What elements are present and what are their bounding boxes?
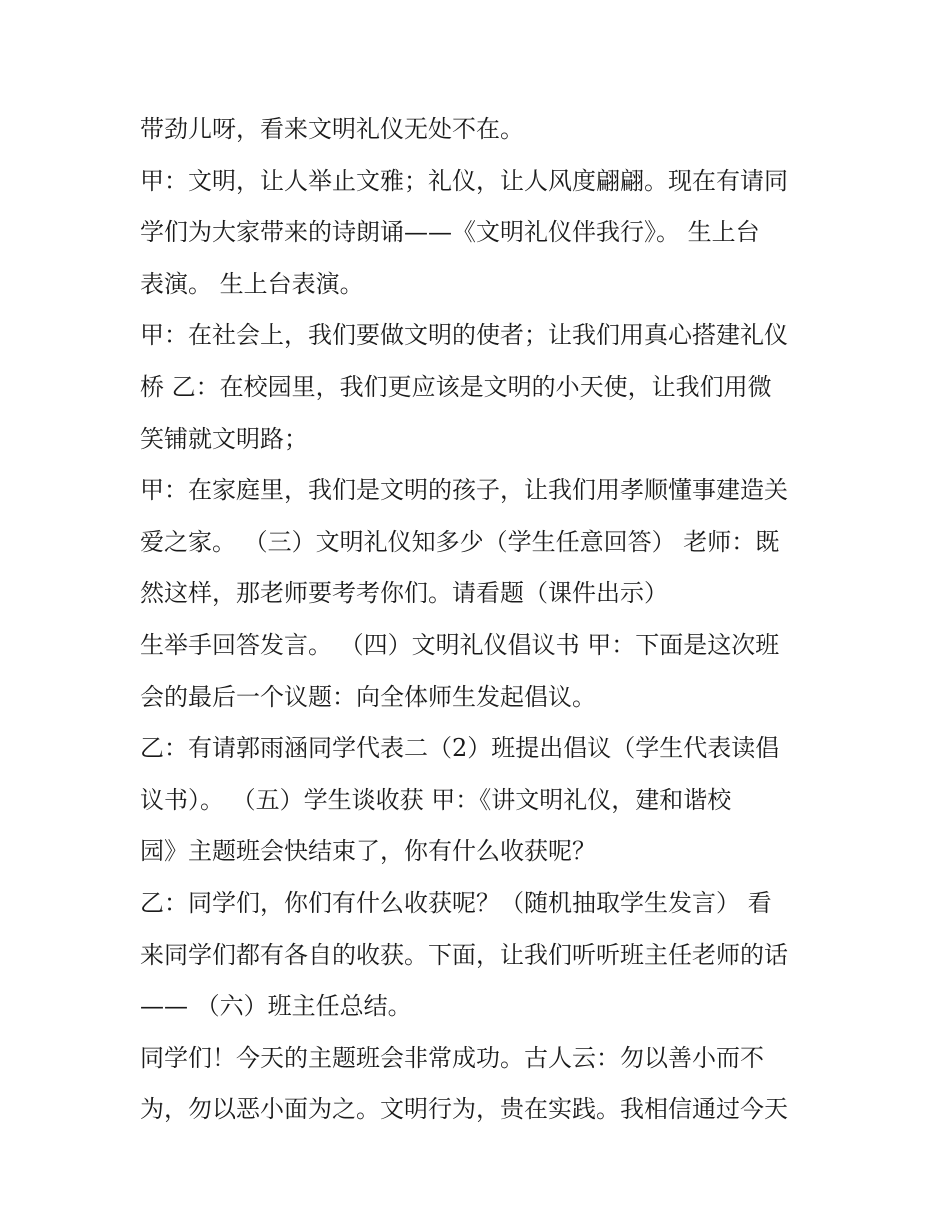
text-line: 学们为大家带来的诗朗诵——《文明礼仪伴我行》。 生上台 [140,218,760,247]
text-line: 桥 乙：在校园里，我们更应该是文明的小天使，让我们用微 [140,372,772,401]
text-line: 议书）。 （五）学生谈收获 甲：《讲文明礼仪，建和谐校 [140,785,732,814]
body-text [140,104,830,1136]
text-line: 会的最后一个议题：向全体师生发起倡议。 [140,682,596,711]
text-line: 爱之家。 （三）文明礼仪知多少（学生任意回答） 老师：既 [140,527,780,556]
text-line: 甲：在社会上，我们要做文明的使者；让我们用真心搭建礼仪 [140,321,788,350]
text-line: 带劲儿呀，看来文明礼仪无处不在。 [140,115,524,143]
text-line: 甲：在家庭里，我们是文明的孩子，让我们用孝顺懂事建造关 [140,476,788,505]
text-line: 甲：文明，让人举止文雅；礼仪，让人风度翩翩。现在有请同 [140,166,788,195]
text-line: 生举手回答发言。 （四）文明礼仪倡议书 甲：下面是这次班 [140,630,780,659]
text-line: 同学们！今天的主题班会非常成功。古人云：勿以善小而不 [140,1043,764,1072]
text-line: 表演。 生上台表演。 [140,269,364,298]
text-line: 乙：同学们，你们有什么收获呢？（随机抽取学生发言） 看 [140,888,772,917]
text-line: 乙：有请郭雨涵同学代表二（2）班提出倡议（学生代表读倡 [140,734,780,763]
text-line: —— （六）班主任总结。 [140,992,412,1021]
text-line: 然这样，那老师要考考你们。请看题（课件出示） [140,579,668,608]
text-line: 园》主题班会快结束了，你有什么收获呢？ [140,837,596,866]
text-line: 笑铺就文明路； [140,424,308,453]
text-line: 来同学们都有各自的收获。下面，让我们听听班主任老师的话 [140,940,788,969]
text-line: 为，勿以恶小面为之。文明行为，贵在实践。我相信通过今天 [140,1095,788,1124]
